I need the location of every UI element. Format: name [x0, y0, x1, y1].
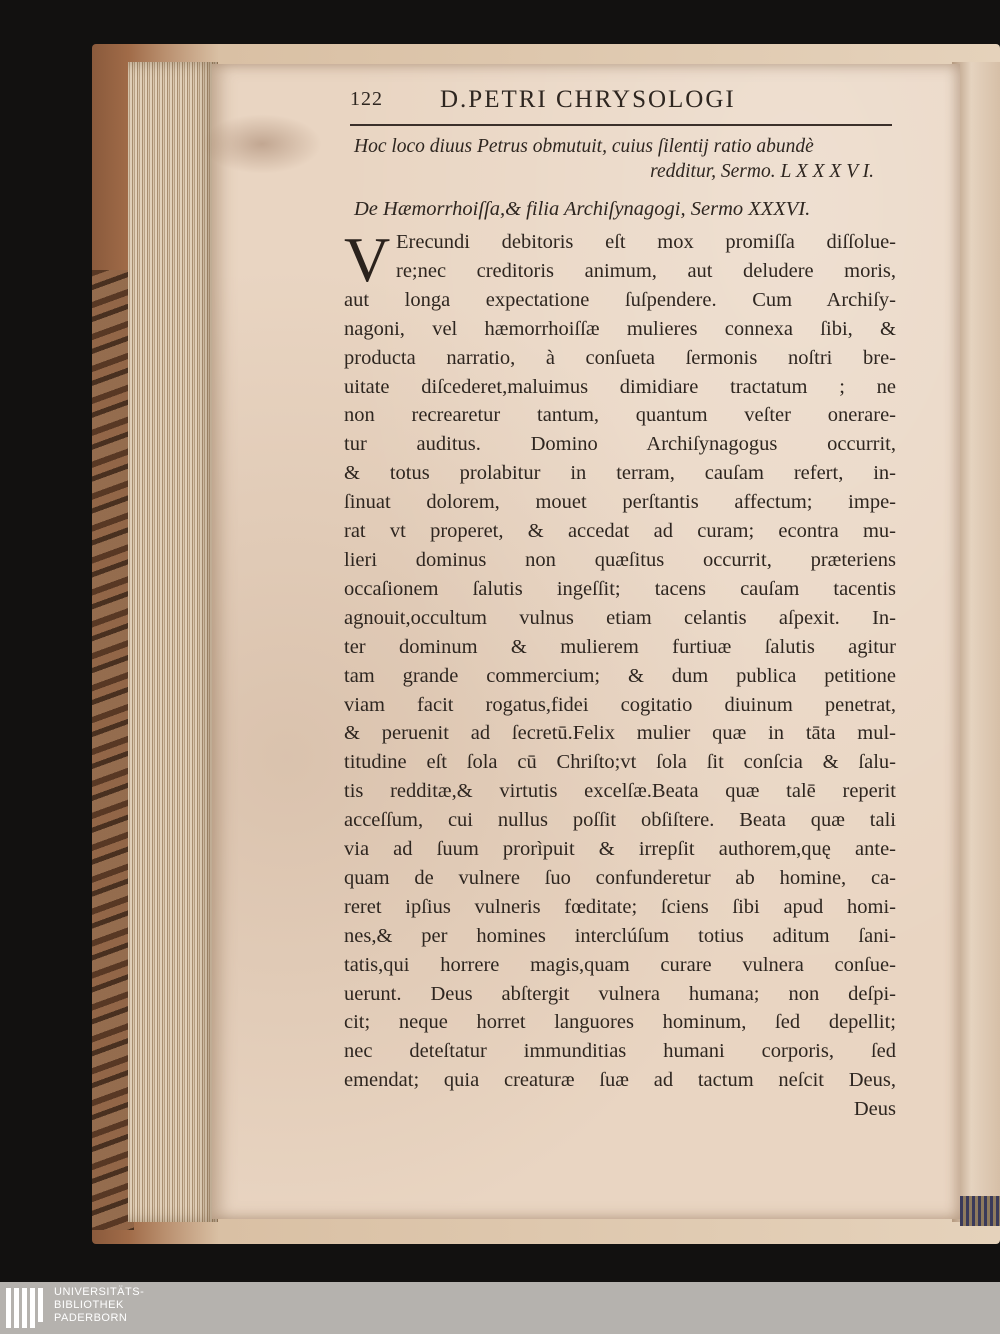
- body-line: rat vt properet, & accedat ad curam; econtra mu-: [344, 520, 896, 543]
- drop-initial: V: [344, 224, 391, 295]
- body-line: viam facit rogatus,fidei cogitatio diuinum penetrat,: [344, 693, 896, 716]
- library-footer: [0, 1282, 1000, 1334]
- body-line: tur auditus. Domino Archiſynagogus occurrit,: [344, 433, 896, 456]
- body-line: ſinuat dolorem, mouet perſtantis affectum; impe-: [344, 491, 896, 514]
- body-line: acceſſum, cui nullus poſſit obſiſtere. Beata quæ tali: [344, 809, 896, 832]
- note-line-1: Hoc loco diuus Petrus obmutuit, cuius ſilentij ratio abundè: [354, 136, 814, 157]
- body-line: uitate diſcederet,maluimus dimidiare tractatum ; ne: [344, 375, 896, 398]
- body-line: producta narratio, à conſueta ſermonis noſtri bre-: [344, 346, 896, 369]
- page-header: [340, 86, 900, 120]
- body-text: [344, 224, 896, 1124]
- running-title: D.PETRI CHRYSOLOGI: [440, 86, 736, 113]
- library-name: [54, 1286, 144, 1325]
- body-lines: [344, 224, 896, 1095]
- body-line: ter dominum & mulierem furtiuæ ſalutis agitur: [344, 635, 896, 658]
- body-line: quam de vulnere ſuo confunderetur ab homine, ca-: [344, 866, 896, 889]
- body-line: aut longa expectatione ſuſpendere. Cum Archiſy-: [344, 288, 896, 311]
- marginal-note: [340, 134, 914, 184]
- body-line: nagoni, vel hæmorrhoiſſæ mulieres connexa ſibi, &: [344, 317, 896, 340]
- body-line: nes,& per homines interclúſum totius aditum ſani-: [344, 924, 896, 947]
- library-name-line-2: BIBLIOTHEK: [54, 1299, 124, 1311]
- body-line: Erecundi debitoris eſt mox promiſſa diſſolue-: [396, 231, 896, 253]
- sermo-title: De Hæmorrhoiſſa,& filia Archiſynagogi, Sermo XXXVI.: [354, 198, 811, 220]
- body-line: tam grande commercium; & dum publica petitione: [344, 664, 896, 687]
- page-number: 122: [350, 88, 383, 110]
- body-line: titudine eſt ſola cū Chriſto;vt ſola ſit conſcia & ſalu-: [344, 751, 896, 774]
- header-rule: [350, 124, 892, 126]
- body-line: agnouit,occultum vulnus etiam celantis aſpexit. In-: [344, 606, 896, 629]
- body-line: cit; neque horret languores hominum, ſed depellit;: [344, 1011, 896, 1034]
- page-tear: [202, 114, 322, 174]
- body-line: occaſionem ſalutis ingeſſit; tacens cauſam tacentis: [344, 577, 896, 600]
- library-logo-icon: [6, 1288, 44, 1328]
- catchword: Deus: [853, 1098, 896, 1121]
- library-name-line-3: PADERBORN: [54, 1312, 128, 1324]
- body-line: & totus prolabitur in terram, cauſam refert, in-: [344, 462, 896, 485]
- body-line: non recrearetur tantum, quantum veſter onerare-: [344, 404, 896, 427]
- body-line: uerunt. Deus abſtergit vulnera humana; non deſpi-: [344, 982, 896, 1005]
- body-line: reret ipſius vulneris fœditate; ſciens ſibi apud homi-: [344, 895, 896, 918]
- body-line: tatis,qui horrere magis,quam curare vulnera conſue-: [344, 953, 896, 976]
- body-line: tis redditæ,& virtutis excelſæ.Beata quæ talē reperit: [344, 780, 896, 803]
- page-edges: [128, 62, 218, 1222]
- body-line: re;nec creditoris animum, aut deludere moris,: [396, 259, 896, 282]
- note-line-2: redditur, Sermo. L X X X V I.: [650, 161, 874, 182]
- body-line: & peruenit ad ſecretū.Felix mulier quæ in tāta mul-: [344, 722, 896, 745]
- headband: [960, 1196, 1000, 1226]
- body-line: emendat; quia creaturæ ſuæ ad tactum neſcit Deus,: [344, 1069, 896, 1092]
- library-name-line-1: UNIVERSITÄTS-: [54, 1286, 145, 1298]
- body-line: lieri dominus non quæſitus occurrit, præteriens: [344, 548, 896, 571]
- body-line: nec deteſtatur immunditias humani corporis, ſed: [344, 1040, 896, 1063]
- body-line: via ad ſuum prorìpuit & irrepſit authorem,quę ante-: [344, 838, 896, 861]
